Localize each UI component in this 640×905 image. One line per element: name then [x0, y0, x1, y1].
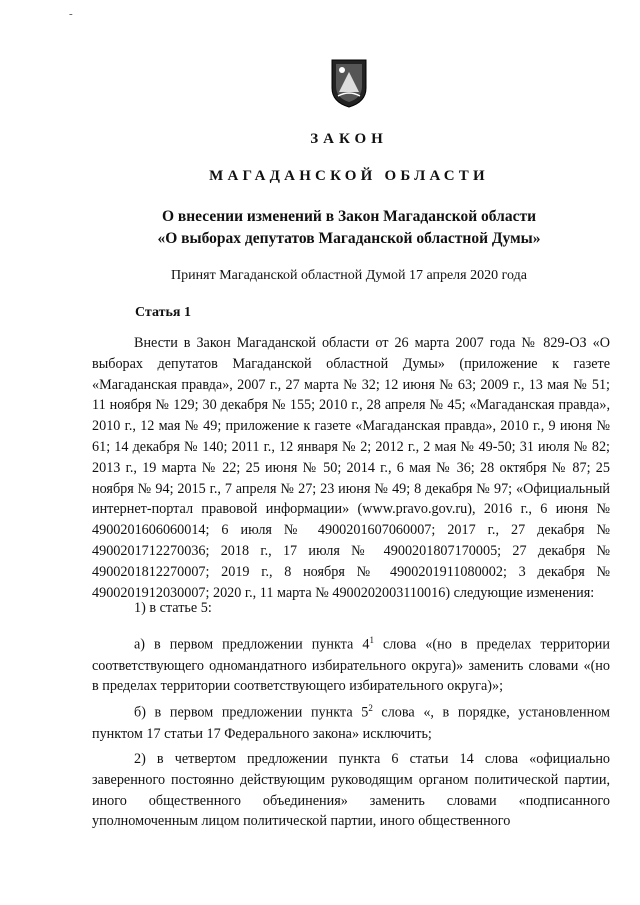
- article-heading: Статья 1: [135, 305, 191, 320]
- paragraph-item-b: [92, 698, 610, 744]
- paragraph-1-text: Внести в Закон Магаданской области от 26 марта 2007 года № 829-ОЗ «О выборах депутатов Магаданской областной Думы» (приложение к газете «Магаданская правда», 2007 г., 27 марта № 32; 12 июня № 63; 2009 г., 13 мая № 51; 11 ноября № 129; 30 декабря № 155; 2010 г., 28 апреля № 45; «Магаданская правда», 2010 г., 12 мая № 49; приложение к газете «Магаданская правда», 2010 г., 9 июня № 61; 14 декабря № 140; 2011 г., 12 января № 2; 2012 г., 2 мая № 49-50; 31 июля № 82; 2013 г., 19 марта № 22; 25 июня № 50; 2014 г., 6 мая № 36; 28 октября № 87; 25 ноября № 94; 2015 г., 7 апреля № 27; 23 июня № 49; 8 декабря № 97; «Официальный интернет-портал правовой информации» (www.pravo.gov.ru), 2016 г., 6 июня № 4900201606060014; 6 июля № 4900201607060007; 2017 г., 27 декабря № 4900201712270036; 2018 г., 17 июля № 4900201807170005; 27 декабря № 4900201812270007; 2019 г., 8 ноября № 4900201911080002; 3 декабря № 4900201912030007; 2020 г., 11 марта № 4900202003110016) следующие изменения:: [92, 335, 610, 601]
- law-subtitle: [0, 206, 640, 250]
- paragraph-4-sup: 2: [368, 703, 373, 713]
- paragraph-intro: [92, 333, 610, 603]
- subtitle-line-1: О внесении изменений в Закон Магаданской области: [161, 208, 537, 225]
- paragraph-5-text: 2) в четвертом предложении пункта 6 статьи 14 слова «официально заверенного постоянно действующим руководящим органом политической партии, иного общественного объединения» заменить словами «подписанного уполномоченным лицом политической партии, иного общественного: [92, 751, 610, 830]
- paragraph-3-sup: 1: [369, 635, 374, 645]
- paragraph-3-start: а) в первом предложении пункта 4: [134, 636, 370, 653]
- region-title: МАГАДАНСКОЙ ОБЛАСТИ: [209, 168, 489, 184]
- law-title: ЗАКОН: [310, 131, 388, 147]
- paragraph-3-end: слова «(но в пределах территории соответствующего одномандатного избирательного округа)» заменить словами «(но в пределах территории соответствующего избирательного округа)»;: [92, 636, 610, 695]
- paragraph-2-text: 1) в статье 5:: [134, 600, 212, 616]
- paragraph-item-2: [92, 749, 610, 832]
- paragraph-item-1: [92, 598, 610, 619]
- subtitle-line-2: «О выборах депутатов Магаданской областной Думы»: [157, 230, 541, 247]
- coat-of-arms-icon: [330, 58, 368, 108]
- paragraph-4-end: слова «, в порядке, установленном пунктом 17 статьи 17 Федерального закона» исключить;: [92, 704, 610, 742]
- paragraph-4-text: [92, 698, 610, 744]
- adoption-line: Принят Магаданской областной Думой 17 апреля 2020 года: [171, 268, 527, 283]
- paragraph-3-text: [92, 630, 610, 697]
- scan-mark: -: [69, 8, 73, 20]
- paragraph-item-a: [92, 630, 610, 697]
- paragraph-4-start: б) в первом предложении пункта 5: [134, 704, 369, 721]
